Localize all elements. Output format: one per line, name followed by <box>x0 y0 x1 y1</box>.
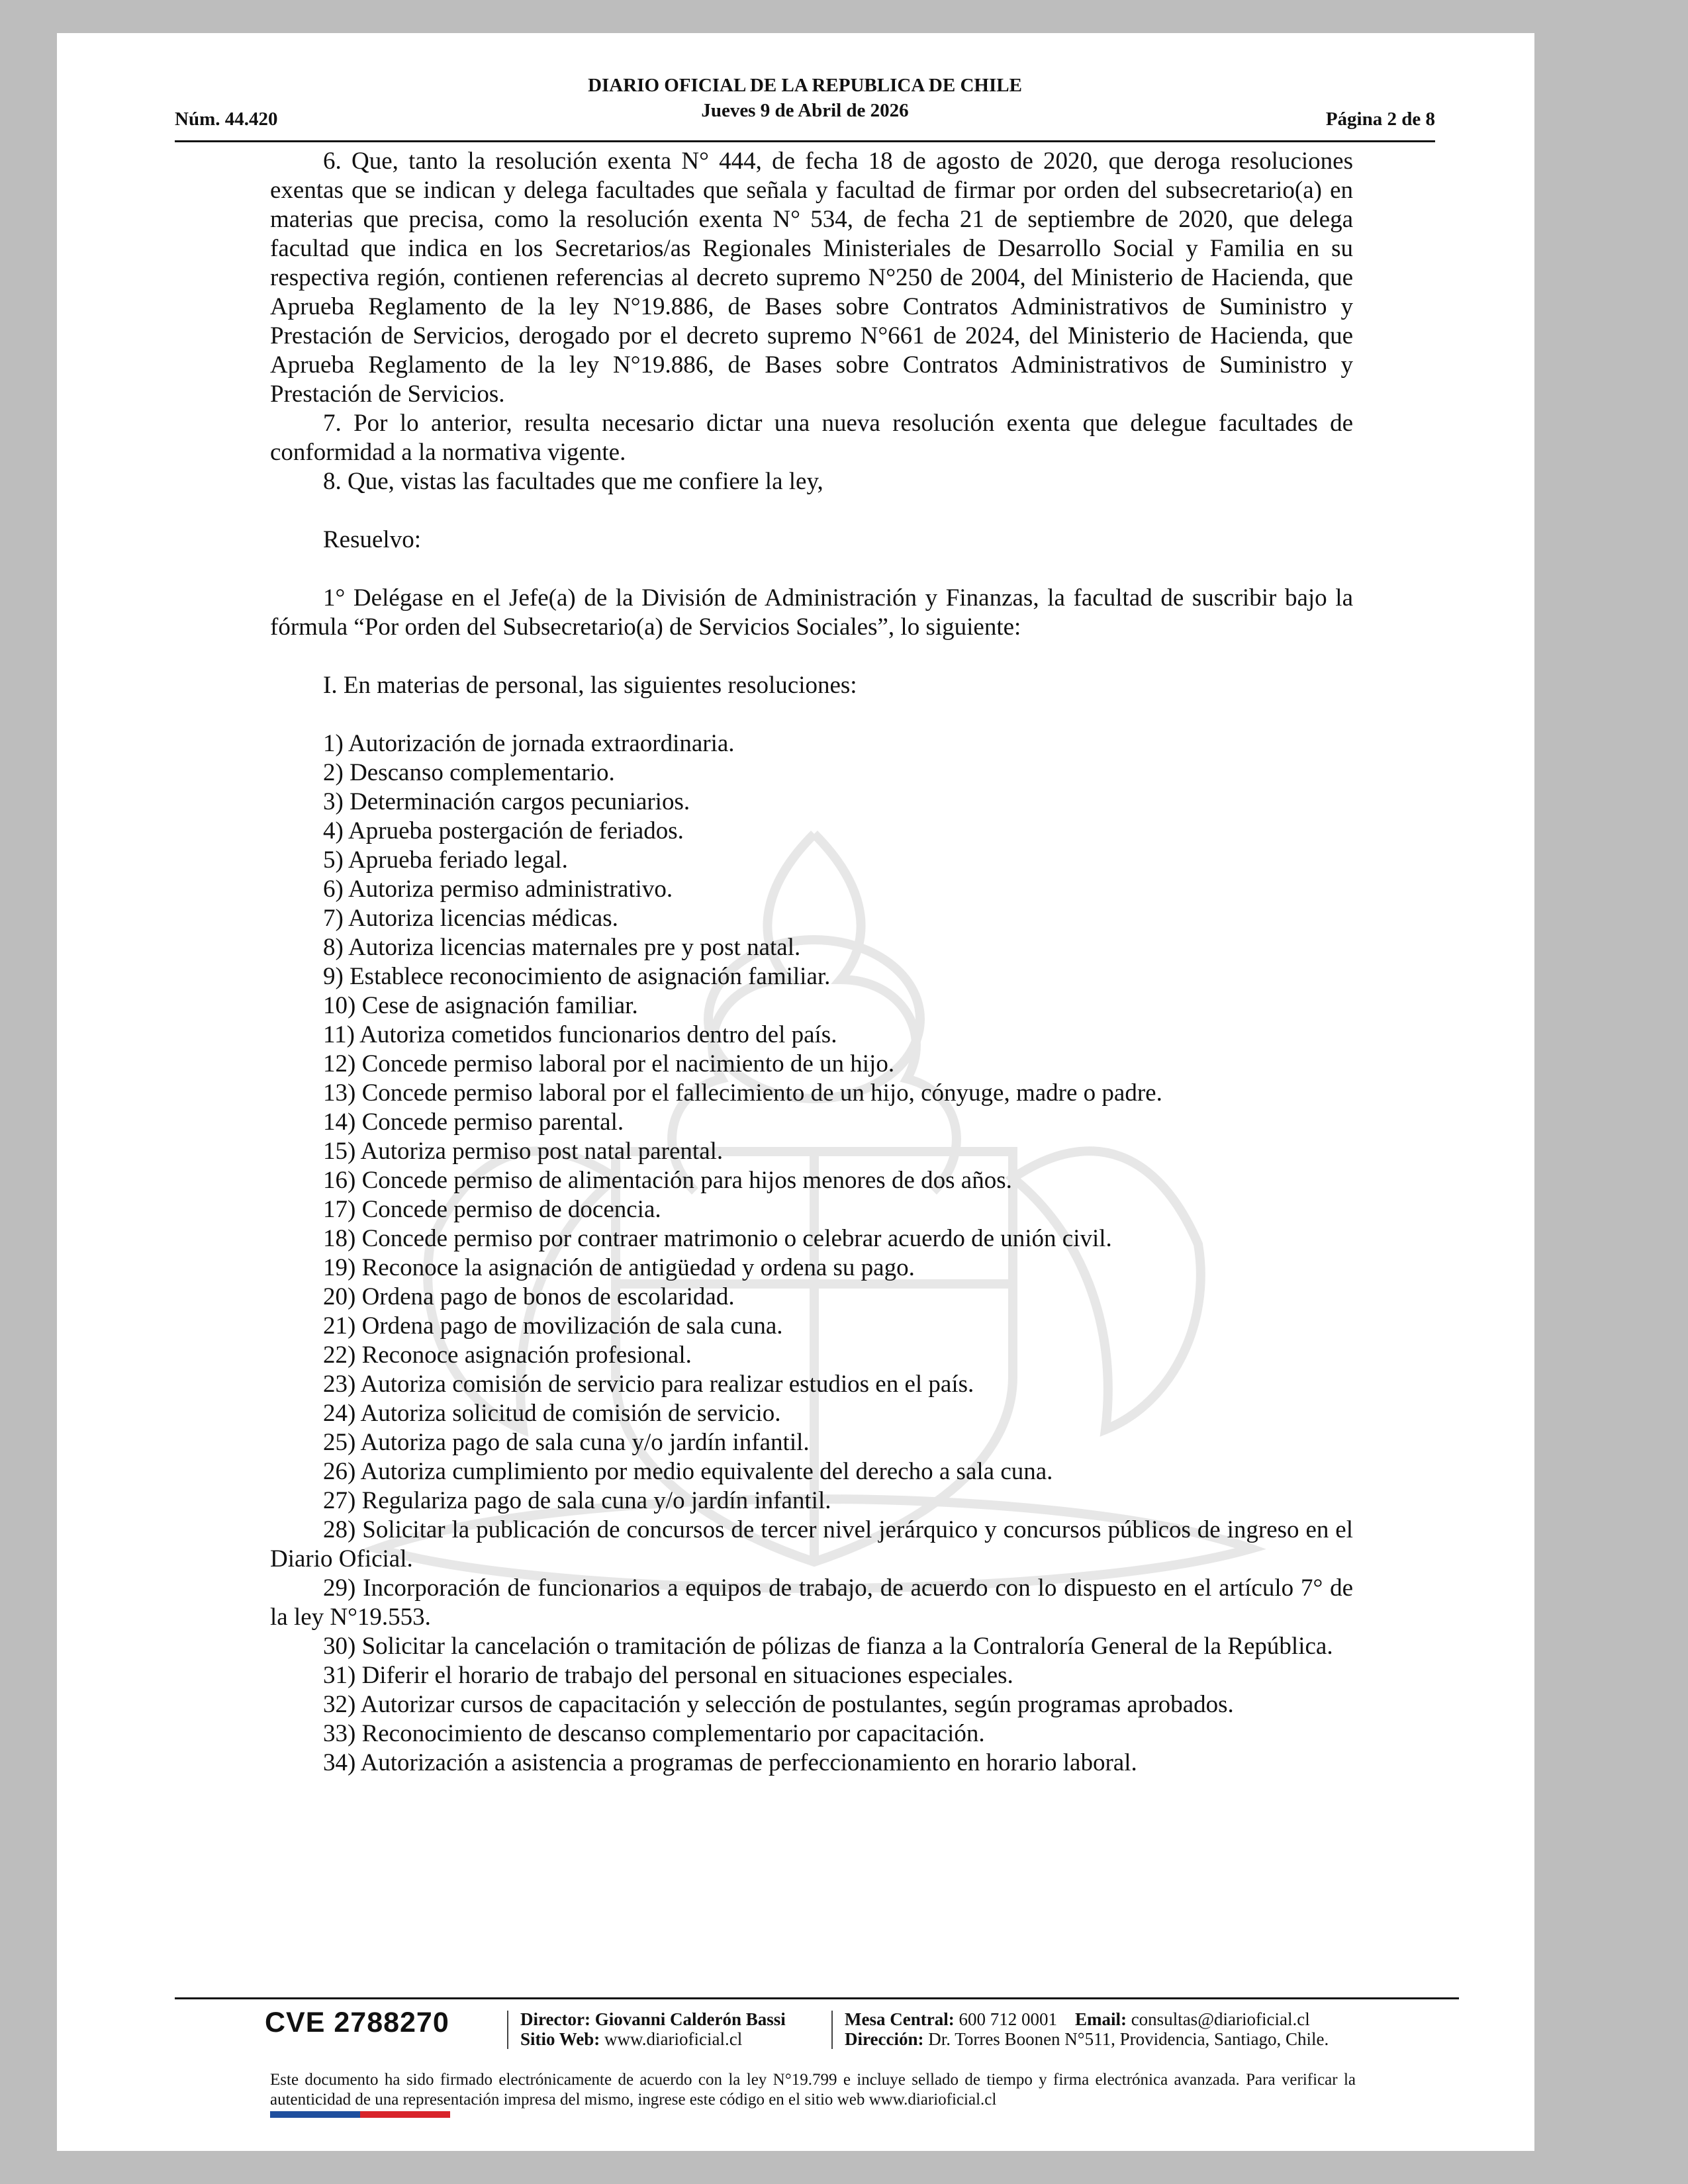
list-item: 31) Diferir el horario de trabajo del personal en situaciones especiales. <box>323 1662 1013 1689</box>
footer-director-block <box>520 2009 786 2049</box>
list-item: 28) Solicitar la publicación de concursos de tercer nivel jerárquico y concursos públicos de ingreso en el Diario Oficial. <box>270 1516 1353 1572</box>
footer-divider <box>175 1997 1459 1999</box>
list-item: 14) Concede permiso parental. <box>323 1109 624 1136</box>
list-item: 3) Determinación cargos pecuniarios. <box>323 788 690 815</box>
list-item: 13) Concede permiso laboral por el fallecimiento de un hijo, cónyuge, madre o padre. <box>323 1079 1162 1107</box>
list-item: 29) Incorporación de funcionarios a equipos de trabajo, de acuerdo con lo dispuesto en el artículo 7° de la ley N°19.553. <box>270 1574 1353 1631</box>
email-link[interactable]: consultas@diarioficial.cl <box>1131 2009 1310 2029</box>
director-label: Director: <box>520 2009 590 2029</box>
document-body <box>270 147 1353 1778</box>
list-item: 16) Concede permiso de alimentación para hijos menores de dos años. <box>323 1167 1012 1194</box>
list-item: 27) Regulariza pago de sala cuna y/o jardín infantil. <box>323 1487 831 1514</box>
website-label: Sitio Web: <box>520 2029 600 2049</box>
list-item: 23) Autoriza comisión de servicio para realizar estudios en el país. <box>323 1371 974 1398</box>
list-item: 1) Autorización de jornada extraordinaria. <box>323 730 735 757</box>
list-item: 15) Autoriza permiso post natal parental. <box>323 1138 724 1165</box>
flag-stripe-red <box>360 2111 450 2118</box>
list-item: 30) Solicitar la cancelación o tramitación de pólizas de fianza a la Contraloría General de la República. <box>323 1633 1333 1660</box>
footer-contact-block <box>845 2009 1329 2049</box>
list-item: 17) Concede permiso de docencia. <box>323 1196 661 1223</box>
issue-number: Núm. 44.420 <box>175 109 278 130</box>
list-item: 10) Cese de asignación familiar. <box>323 992 638 1019</box>
list-item: 20) Ordena pago de bonos de escolaridad. <box>323 1283 735 1310</box>
list-item: 26) Autoriza cumplimiento por medio equivalente del derecho a sala cuna. <box>323 1458 1053 1485</box>
website-link[interactable]: www.diarioficial.cl <box>604 2029 743 2049</box>
footer-separator <box>507 2011 508 2049</box>
resolution-list <box>270 729 1353 1778</box>
page-indicator: Página 2 de 8 <box>1325 109 1435 130</box>
list-item: 21) Ordena pago de movilización de sala cuna. <box>323 1312 783 1340</box>
list-item: 12) Concede permiso laboral por el nacimiento de un hijo. <box>323 1050 895 1077</box>
list-item: 11) Autoriza cometidos funcionarios dentro del país. <box>323 1021 837 1048</box>
masthead-title: DIARIO OFICIAL DE LA REPUBLICA DE CHILE <box>588 75 1022 96</box>
paragraph-8: 8. Que, vistas las facultades que me confiere la ley, <box>323 468 823 495</box>
list-item: 9) Establece reconocimiento de asignación familiar. <box>323 963 831 990</box>
list-item: 7) Autoriza licencias médicas. <box>323 905 618 932</box>
director-name: Giovanni Calderón Bassi <box>594 2009 786 2029</box>
legal-notice: Este documento ha sido firmado electrónicamente de acuerdo con la ley N°19.799 e incluye sellado de tiempo y firma electrónica avanzada. Para verificar la autenticidad de una representación impresa del mismo, ingrese este código en el sitio web www.diarioficial.cl <box>270 2071 1356 2109</box>
list-item: 18) Concede permiso por contraer matrimonio o celebrar acuerdo de unión civil. <box>323 1225 1112 1252</box>
email-label: Email: <box>1074 2009 1127 2029</box>
flag-stripe-blue <box>270 2111 360 2118</box>
phone-label: Mesa Central: <box>845 2009 955 2029</box>
issue-date: Jueves 9 de Abril de 2026 <box>701 100 909 121</box>
phone-number: 600 712 0001 <box>959 2009 1057 2029</box>
list-item: 22) Reconoce asignación profesional. <box>323 1342 692 1369</box>
delegation-paragraph: 1° Delégase en el Jefe(a) de la División de Administración y Finanzas, la facultad de suscribir bajo la fórmula “Por orden del Subsecretario(a) de Servicios Sociales”, lo siguiente: <box>270 584 1353 641</box>
section-heading-personal: I. En materias de personal, las siguientes resoluciones: <box>323 672 857 699</box>
address-value: Dr. Torres Boonen N°511, Providencia, Santiago, Chile. <box>928 2029 1329 2049</box>
list-item: 25) Autoriza pago de sala cuna y/o jardín infantil. <box>323 1429 810 1456</box>
list-item: 2) Descanso complementario. <box>323 759 615 786</box>
list-item: 32) Autorizar cursos de capacitación y selección de postulantes, según programas aprobados. <box>323 1691 1234 1718</box>
list-item: 8) Autoriza licencias maternales pre y post natal. <box>323 934 801 961</box>
list-item: 24) Autoriza solicitud de comisión de servicio. <box>323 1400 781 1427</box>
paragraph-7: 7. Por lo anterior, resulta necesario dictar una nueva resolución exenta que delegue facultades de conformidad a la normativa vigente. <box>270 410 1353 466</box>
list-item: 33) Reconocimiento de descanso complementario por capacitación. <box>323 1720 985 1747</box>
header-divider <box>175 140 1435 142</box>
list-item: 19) Reconoce la asignación de antigüedad y ordena su pago. <box>323 1254 915 1281</box>
list-item: 5) Aprueba feriado legal. <box>323 846 568 874</box>
list-item: 34) Autorización a asistencia a programas de perfeccionamiento en horario laboral. <box>323 1749 1137 1776</box>
address-label: Dirección: <box>845 2029 924 2049</box>
cve-code: CVE 2788270 <box>265 2007 449 2038</box>
list-item: 6) Autoriza permiso administrativo. <box>323 876 673 903</box>
masthead <box>175 73 1435 123</box>
list-item: 4) Aprueba postergación de feriados. <box>323 817 684 844</box>
paragraph-6: 6. Que, tanto la resolución exenta N° 444, de fecha 18 de agosto de 2020, que deroga resoluciones exentas que se indican y delega facultades que señala y facultad de firmar por orden del subsecretario(a) en materias que precisa, como la resolución exenta N° 534, de fecha 21 de septiembre de 2020, que delega facultad que indica en los Secretarios/as Regionales Ministeriales de Desarrollo Social y Familia en su respectiva región, contienen referencias al decreto supremo N°250 de 2004, del Ministerio de Hacienda, que Aprueba Reglamento de la ley N°19.886, de Bases sobre Contratos Administrativos de Suministro y Prestación de Servicios, derogado por el decreto supremo N°661 de 2024, del Ministerio de Hacienda, que Aprueba Reglamento de la ley N°19.886, de Bases sobre Contratos Administrativos de Suministro y Prestación de Servicios. <box>270 148 1353 408</box>
resuelvo-heading: Resuelvo: <box>323 526 421 553</box>
page-header <box>175 53 1435 146</box>
footer-separator <box>831 2011 833 2049</box>
